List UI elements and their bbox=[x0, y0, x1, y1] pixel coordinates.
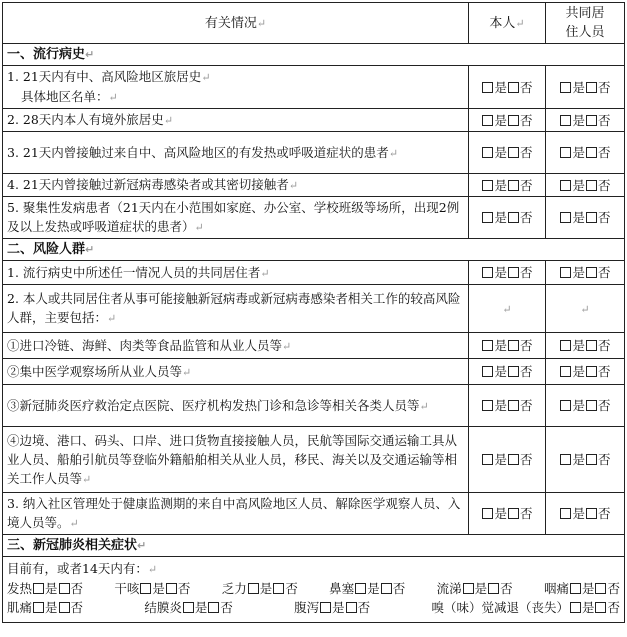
yes-checkbox[interactable] bbox=[560, 82, 571, 93]
table-row bbox=[3, 261, 625, 285]
self-yes-no[interactable]: 是 否 bbox=[469, 261, 546, 285]
self-yes-no[interactable]: 是 否 bbox=[469, 359, 546, 385]
no-checkbox[interactable] bbox=[508, 180, 519, 191]
no-checkbox[interactable] bbox=[508, 400, 519, 411]
yes-checkbox[interactable] bbox=[560, 454, 571, 465]
header-cohabitant: 共同居 住人员 bbox=[546, 3, 625, 44]
header-situation: 有关情况↵ bbox=[3, 3, 469, 44]
row-label: 3. 21天内曾接触过来自中、高风险地区的有发热或呼吸道症状的患者↵ bbox=[3, 132, 469, 174]
header-self: 本人↵ bbox=[469, 3, 546, 44]
yes-checkbox[interactable] bbox=[482, 82, 493, 93]
no-checkbox[interactable] bbox=[586, 115, 597, 126]
no-checkbox[interactable] bbox=[508, 147, 519, 158]
yes-checkbox[interactable] bbox=[560, 508, 571, 519]
table-row bbox=[3, 385, 625, 427]
yes-checkbox[interactable] bbox=[482, 180, 493, 191]
yes-checkbox[interactable] bbox=[482, 267, 493, 278]
no-checkbox[interactable] bbox=[508, 508, 519, 519]
yes-checkbox[interactable] bbox=[482, 366, 493, 377]
symptom-smell-taste-loss[interactable]: 嗅（味）觉减退（丧失） 是 否 bbox=[431, 600, 620, 615]
yes-checkbox[interactable] bbox=[482, 212, 493, 223]
symptoms-row bbox=[3, 557, 625, 623]
symptoms-line-2 bbox=[7, 598, 620, 617]
row-label: 2. 28天内本人有境外旅居史↵ bbox=[3, 109, 469, 132]
row-label: 4. 21天内曾接触过新冠病毒感染者或其密切接触者↵ bbox=[3, 174, 469, 197]
row-label: ④边境、港口、码头、口岸、进口货物直接接触人员，民航等国际交通运输工具从业人员、船舶引航员等登临外籍船舶相关从业人员，移民、海关以及交通运输等相关工作人员等↵ bbox=[3, 427, 469, 493]
symptom-dry-cough[interactable]: 干咳 是 否 bbox=[114, 581, 191, 596]
table-row bbox=[3, 359, 625, 385]
no-checkbox[interactable] bbox=[586, 180, 597, 191]
table-row bbox=[3, 197, 625, 239]
table-row bbox=[3, 493, 625, 535]
health-declaration-table bbox=[2, 2, 625, 623]
cohabitant-yes-no[interactable]: 是 否 bbox=[546, 333, 625, 359]
row-label: 2. 本人或共同居住者从事可能接触新冠病毒或新冠病毒感染者相关工作的较高风险人群，主要包括：↵ bbox=[3, 285, 469, 333]
table-row bbox=[3, 132, 625, 174]
cohabitant-yes-no[interactable]: 是 否 bbox=[546, 109, 625, 132]
row-label: ①进口冷链、海鲜、肉类等食品监管和从业人员等↵ bbox=[3, 333, 469, 359]
table-row bbox=[3, 333, 625, 359]
self-yes-no[interactable]: 是 否 bbox=[469, 427, 546, 493]
no-checkbox[interactable] bbox=[508, 212, 519, 223]
yes-checkbox[interactable] bbox=[560, 400, 571, 411]
no-checkbox[interactable] bbox=[586, 508, 597, 519]
yes-checkbox[interactable] bbox=[560, 115, 571, 126]
table-row bbox=[3, 285, 625, 333]
section-epidemiology-title: 一、流行病史↵ bbox=[3, 44, 625, 66]
yes-checkbox[interactable] bbox=[560, 366, 571, 377]
symptom-fever[interactable]: 发热 是 否 bbox=[7, 581, 84, 596]
row-label: ②集中医学观察场所从业人员等↵ bbox=[3, 359, 469, 385]
symptom-conjunctivitis[interactable]: 结膜炎 是 否 bbox=[144, 600, 233, 615]
yes-checkbox[interactable] bbox=[560, 180, 571, 191]
no-checkbox[interactable] bbox=[508, 340, 519, 351]
self-yes-no[interactable]: 是 否 bbox=[469, 493, 546, 535]
no-checkbox[interactable] bbox=[586, 366, 597, 377]
self-yes-no[interactable]: 是 否 bbox=[469, 174, 546, 197]
no-checkbox[interactable] bbox=[508, 366, 519, 377]
yes-checkbox[interactable] bbox=[560, 147, 571, 158]
yes-checkbox[interactable] bbox=[482, 340, 493, 351]
no-checkbox[interactable] bbox=[586, 82, 597, 93]
symptom-nasal-congestion[interactable]: 鼻塞 是 否 bbox=[329, 581, 406, 596]
no-checkbox[interactable] bbox=[586, 267, 597, 278]
cohabitant-yes-no[interactable]: 是 否 bbox=[546, 197, 625, 239]
no-checkbox[interactable] bbox=[586, 454, 597, 465]
symptom-sore-throat[interactable]: 咽痛 是 否 bbox=[543, 581, 620, 596]
yes-checkbox[interactable] bbox=[482, 147, 493, 158]
self-yes-no[interactable]: 是 否 bbox=[469, 333, 546, 359]
no-checkbox[interactable] bbox=[508, 82, 519, 93]
row-label: 3. 纳入社区管理处于健康监测期的来自中高风险地区人员、解除医学观察人员、入境人员等。↵ bbox=[3, 493, 469, 535]
row-label: 1. 流行病史中所述任一情况人员的共同居住者↵ bbox=[3, 261, 469, 285]
yes-checkbox[interactable] bbox=[560, 267, 571, 278]
no-checkbox[interactable] bbox=[586, 400, 597, 411]
row-label: 1. 21天内有中、高风险地区旅居史↵ 具体地区名单：↵ bbox=[3, 66, 469, 109]
cohabitant-yes-no[interactable]: 是 否 bbox=[546, 359, 625, 385]
cohabitant-yes-no[interactable]: 是 否 bbox=[546, 385, 625, 427]
section-symptoms-title: 三、新冠肺炎相关症状↵ bbox=[3, 535, 625, 557]
symptoms-line-1 bbox=[7, 579, 620, 598]
cohabitant-yes-no[interactable]: 是 否 bbox=[546, 493, 625, 535]
symptoms-intro: 目前有，或者14天内有：↵ bbox=[7, 561, 158, 576]
self-yes-no[interactable]: 是 否 bbox=[469, 132, 546, 174]
yes-checkbox[interactable] bbox=[482, 115, 493, 126]
table-row bbox=[3, 427, 625, 493]
cohabitant-yes-no[interactable]: 是 否 bbox=[546, 66, 625, 109]
symptom-fatigue[interactable]: 乏力 是 否 bbox=[221, 581, 298, 596]
row-label: ③新冠肺炎医疗救治定点医院、医疗机构发热门诊和急诊等相关各类人员等↵ bbox=[3, 385, 469, 427]
yes-checkbox[interactable] bbox=[482, 454, 493, 465]
self-yes-no[interactable]: 是 否 bbox=[469, 66, 546, 109]
yes-checkbox[interactable] bbox=[482, 400, 493, 411]
cohabitant-yes-no[interactable]: 是 否 bbox=[546, 427, 625, 493]
self-yes-no[interactable]: 是 否 bbox=[469, 385, 546, 427]
no-checkbox[interactable] bbox=[586, 340, 597, 351]
yes-checkbox[interactable] bbox=[560, 340, 571, 351]
cohabitant-yes-no[interactable]: 是 否 bbox=[546, 261, 625, 285]
table-row bbox=[3, 66, 625, 109]
self-yes-no[interactable]: 是 否 bbox=[469, 109, 546, 132]
self-yes-no[interactable]: 是 否 bbox=[469, 197, 546, 239]
symptom-myalgia[interactable]: 肌痛 是 否 bbox=[7, 600, 84, 615]
table-row bbox=[3, 109, 625, 132]
self-empty: ↵ bbox=[469, 285, 546, 333]
yes-checkbox[interactable] bbox=[482, 508, 493, 519]
no-checkbox[interactable] bbox=[508, 454, 519, 465]
symptom-diarrhea[interactable]: 腹泻 是 否 bbox=[294, 600, 371, 615]
cohabitant-yes-no[interactable]: 是 否 bbox=[546, 174, 625, 197]
table-row bbox=[3, 174, 625, 197]
symptoms-cell bbox=[3, 557, 625, 623]
section-risk-group-title: 二、风险人群↵ bbox=[3, 239, 625, 261]
no-checkbox[interactable] bbox=[508, 267, 519, 278]
cohabitant-yes-no[interactable]: 是 否 bbox=[546, 132, 625, 174]
row-label: 5. 聚集性发病患者（21天内在小范围如家庭、办公室、学校班级等场所，出现2例及以上发热或呼吸道症状的患者）↵ bbox=[3, 197, 469, 239]
table-header-row bbox=[3, 3, 625, 44]
no-checkbox[interactable] bbox=[508, 115, 519, 126]
no-checkbox[interactable] bbox=[586, 212, 597, 223]
no-checkbox[interactable] bbox=[586, 147, 597, 158]
symptom-runny-nose[interactable]: 流涕 是 否 bbox=[436, 581, 513, 596]
cohabitant-empty: ↵ bbox=[546, 285, 625, 333]
yes-checkbox[interactable] bbox=[560, 212, 571, 223]
